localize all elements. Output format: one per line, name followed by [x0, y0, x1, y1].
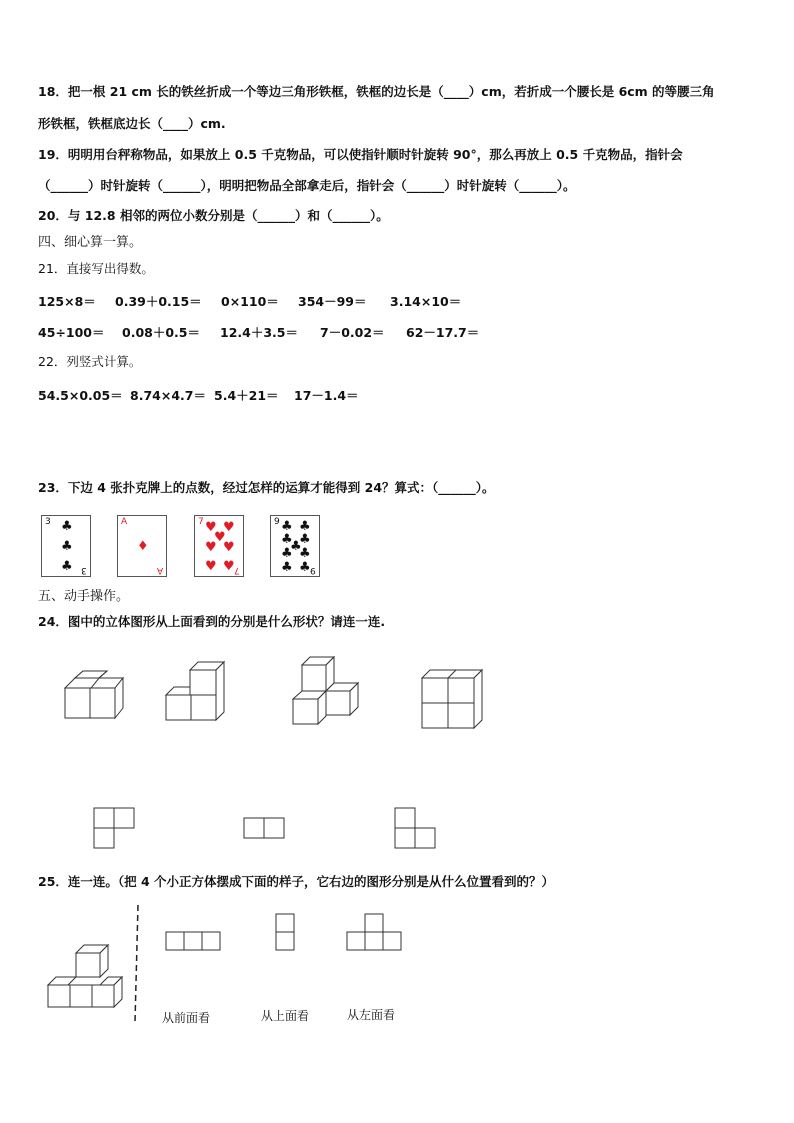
q19-line1: 19．明明用台秤称物品，如果放上 0.5 千克物品，可以使指针顺时针旋转 90°，那么再放上 0.5 千克物品，指针会 — [38, 147, 683, 162]
heart-icon: ♥ — [223, 520, 235, 535]
section-4-heading: 四、细心算一算。 — [38, 235, 143, 250]
q21-item: 45÷100＝ — [38, 325, 105, 340]
card-rank-inverted: 9 — [310, 565, 316, 575]
diamond-icon: ♦ — [137, 539, 149, 554]
q18-line1: 18．把一根 21 cm 长的铁丝折成一个等边三角形铁框，铁框的边长是（____）cm，若折成一个腰长是 6cm 的等腰三角 — [38, 84, 715, 99]
club-icon: ♣ — [281, 546, 293, 561]
q18-line2: 形铁框，铁框底边长（____）cm. — [38, 116, 226, 131]
q22-item: 54.5×0.05＝ — [38, 388, 123, 403]
heart-icon: ♥ — [223, 540, 235, 555]
q21-item: 3.14×10＝ — [390, 294, 462, 309]
top-view-1 — [94, 808, 134, 848]
card-rank: 3 — [45, 517, 51, 527]
q21-item: 354－99＝ — [298, 294, 367, 309]
club-icon: ♣ — [281, 532, 293, 547]
club-icon: ♣ — [61, 519, 73, 534]
card-rank: A — [121, 517, 128, 527]
club-icon: ♣ — [290, 539, 302, 554]
q22-item: 17－1.4＝ — [294, 388, 359, 403]
section-5-heading: 五、动手操作。 — [38, 589, 130, 604]
heart-icon: ♥ — [205, 520, 217, 535]
q23-text: 23．下边 4 张扑克牌上的点数，经过怎样的运算才能得到 24？算式：（______）。 — [38, 480, 495, 495]
solid-figure-4 — [422, 670, 482, 728]
top-view-2 — [244, 818, 284, 838]
heart-icon: ♥ — [205, 559, 217, 574]
solid-figure-1 — [65, 671, 123, 718]
card-rank: 7 — [198, 517, 204, 527]
club-icon: ♣ — [299, 519, 311, 534]
q21-item: 7－0.02＝ — [320, 325, 385, 340]
heart-icon: ♥ — [205, 540, 217, 555]
q24-text: 24．图中的立体图形从上面看到的分别是什么形状？请连一连. — [38, 614, 386, 629]
club-icon: ♣ — [299, 546, 311, 561]
q20-text: 20．与 12.8 相邻的两位小数分别是（______）和（______）。 — [38, 208, 389, 223]
solid-figure-2 — [166, 662, 224, 720]
club-icon: ♣ — [299, 532, 311, 547]
q22-item: 8.74×4.7＝ — [130, 388, 206, 403]
solid-figure-q25 — [48, 945, 122, 1007]
view-front — [166, 932, 220, 950]
q21-title: 21．直接写出得数。 — [38, 261, 154, 276]
view-top — [276, 914, 294, 950]
card-rank-inverted: A — [156, 565, 163, 575]
club-icon: ♣ — [281, 519, 293, 534]
solid-figure-3 — [293, 657, 358, 724]
caption-front-view: 从前面看 — [162, 1011, 211, 1025]
caption-left-view: 从左面看 — [347, 1008, 396, 1022]
view-left — [347, 914, 401, 950]
club-icon: ♣ — [281, 560, 293, 575]
top-view-3 — [395, 808, 435, 848]
caption-top-view: 从上面看 — [261, 1009, 310, 1023]
card-rank-inverted: 7 — [234, 565, 240, 575]
q21-item: 0×110＝ — [221, 294, 279, 309]
club-icon: ♣ — [299, 560, 311, 575]
q21-item: 12.4＋3.5＝ — [220, 325, 298, 340]
q19-line2: （______）时针旋转（______），明明把物品全部拿走后，指针会（______）时针旋转（______）。 — [38, 178, 576, 193]
heart-icon: ♥ — [214, 530, 226, 545]
card-rank-inverted: 3 — [81, 565, 87, 575]
q21-item: 0.39＋0.15＝ — [115, 294, 202, 309]
q21-item: 125×8＝ — [38, 294, 96, 309]
card-rank: 9 — [274, 517, 280, 527]
q21-item: 0.08＋0.5＝ — [122, 325, 200, 340]
q21-item: 62－17.7＝ — [406, 325, 480, 340]
club-icon: ♣ — [61, 559, 73, 574]
q25-text: 25．连一连。（把 4 个小正方体摆成下面的样子，它右边的图形分别是从什么位置看到的？） — [38, 874, 555, 889]
club-icon: ♣ — [61, 539, 73, 554]
q22-item: 5.4＋21＝ — [214, 388, 279, 403]
q22-title: 22．列竖式计算。 — [38, 354, 142, 369]
heart-icon: ♥ — [223, 559, 235, 574]
dashed-divider — [135, 905, 138, 1022]
